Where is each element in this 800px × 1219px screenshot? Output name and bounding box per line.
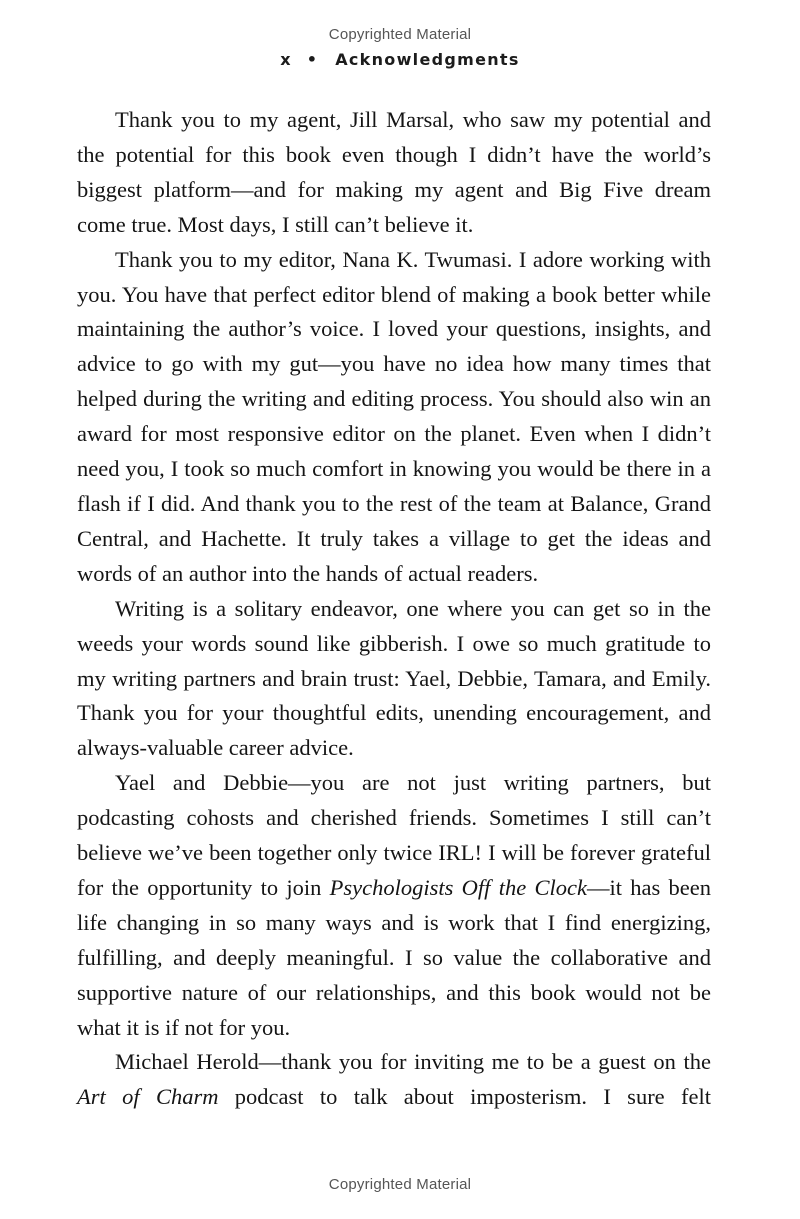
podcast-title: Art of Charm <box>77 1084 219 1110</box>
running-head <box>0 50 800 69</box>
paragraph-editor: Thank you to my editor, Nana K. Twumasi. I adore working with you. You have that perfect editor blend of making a book better while maintaining the author’s voice. I loved your questions, insights, and advice to go with my gut—you have no idea how many times that helped during the writing and editing process. You should also win an award for most responsive editor on the planet. Even when I didn’t need you, I took so much comfort in knowing you would be there in a flash if I did. And thank you to the rest of the team at Balance, Grand Central, and Hachette. It truly takes a village to get the ideas and words of an author into the hands of actual readers. <box>77 246 711 586</box>
page-number: x <box>280 50 292 69</box>
paragraph-agent: Thank you to my agent, Jill Marsal, who saw my potential and the potential for this book even though I didn’t have the world’s biggest platform—and for making my agent and Big Five dream come true. Most days, I still can’t believe it. <box>77 107 711 237</box>
body-text <box>77 103 711 1115</box>
copyright-watermark-bottom: Copyrighted Material <box>328 1176 472 1193</box>
paragraph-text: podcast to talk about imposterism. I sure felt <box>218 1084 711 1110</box>
separator-bullet: • <box>306 50 319 69</box>
paragraph-text: Yael and Debbie—you are not just writing partners, but podcasting cohosts and cherished friends. Sometimes I still can’t believe we’ve been together only twice IRL! I will be forever grateful for the opportunity to join <box>77 770 711 900</box>
paragraph-text: Michael Herold—thank you for inviting me to be a guest on the <box>115 1049 711 1075</box>
paragraph-text: —it has been life changing in so many ways and is work that I find energizing, fulfilling, and deeply meaningful. I so value the collaborative and supportive nature of our relationships, and this book would not be what it is if not for you. <box>77 874 711 1040</box>
chapter-title: Acknowledgments <box>335 50 520 69</box>
paragraph-writing-partners: Writing is a solitary endeavor, one where you can get so in the weeds your words sound like gibberish. I owe so much gratitude to my writing partners and brain trust: Yael, Debbie, Tamara, and Emily. Thank you for your thoughtful edits, unending encouragement, and always-valuable career advice. <box>77 595 711 761</box>
copyright-watermark-top: Copyrighted Material <box>328 26 472 43</box>
paragraph-podcast-cohosts <box>77 766 711 1045</box>
paragraph-michael-herold <box>77 1045 711 1115</box>
podcast-title: Psychologists Off the Clock <box>329 874 587 900</box>
